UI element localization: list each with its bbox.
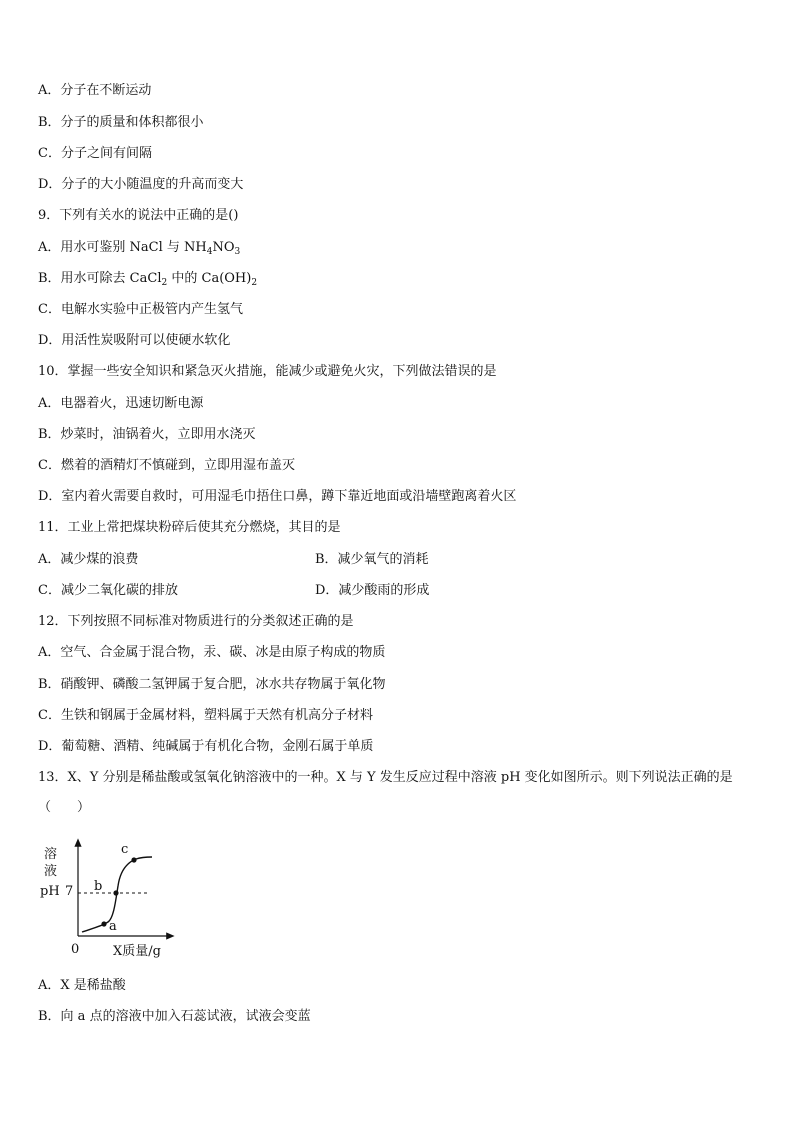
q10-option-c: C．燃着的酒精灯不慎碰到，立即用湿布盖灭 (38, 458, 295, 473)
q11-option-b: B．减少氧气的消耗 (315, 552, 429, 567)
origin-label: 0 (71, 942, 80, 957)
q12-stem: 12．下列按照不同标准对物质进行的分类叙述正确的是 (38, 614, 354, 629)
q9-option-a-sub2: 3 (234, 247, 241, 257)
q9-option-a (38, 240, 240, 256)
q9-option-b-mid: 中的 Ca(OH) (167, 271, 252, 286)
q12-option-a: A．空气、合金属于混合物，汞、碳、冰是由原子构成的物质 (38, 645, 386, 660)
ph-curve-figure (38, 838, 178, 963)
y-label-3: pH (40, 884, 60, 899)
q9-option-b (38, 271, 257, 287)
q12-option-b: B．硝酸钾、磷酸二氢钾属于复合肥，冰水共存物属于氧化物 (38, 677, 386, 692)
point-a-marker (101, 921, 106, 926)
x-axis-label: X质量/g (113, 944, 161, 959)
q13-stem: 13．X、Y 分别是稀盐酸或氢氧化钠溶液中的一种。X 与 Y 发生反应过程中溶液 pH 变化如图所示。则下列说法正确的是（ ） (38, 770, 733, 815)
q10-option-b: B．炒菜时，油锅着火，立即用水浇灭 (38, 427, 256, 442)
point-a-label: a (109, 919, 117, 934)
y-label-2: 液 (44, 864, 58, 879)
q9-option-b-sub2: 2 (251, 278, 258, 288)
q11-option-c: C．减少二氧化碳的排放 (38, 583, 178, 598)
q9-option-a-mid: NO (212, 240, 235, 255)
point-c-label: c (121, 842, 129, 857)
q9-option-a-sub1: 4 (206, 247, 213, 257)
q8-option-d: D．分子的大小随温度的升高而变大 (38, 177, 244, 192)
point-b-label: b (94, 879, 103, 894)
q11-option-a: A．减少煤的浪费 (38, 552, 139, 567)
q10-option-a: A．电器着火，迅速切断电源 (38, 396, 204, 411)
q8-option-c: C．分子之间有间隔 (38, 146, 152, 161)
q11-stem: 11．工业上常把煤块粉碎后使其充分燃烧，其目的是 (38, 520, 341, 535)
y-label-1: 溶 (44, 847, 58, 862)
q9-option-a-text: A．用水可鉴别 NaCl 与 NH (38, 240, 207, 255)
q9-option-c: C．电解水实验中正极管内产生氢气 (38, 302, 243, 317)
q9-option-b-sub1: 2 (161, 278, 168, 288)
point-c-marker (131, 857, 136, 862)
point-b-marker (113, 890, 118, 895)
y-tick-7: 7 (65, 884, 74, 899)
q10-option-d: D．室内着火需要自救时，可用湿毛巾捂住口鼻，蹲下靠近地面或沿墙壁跑离着火区 (38, 489, 517, 504)
ph-curve-svg (38, 838, 178, 963)
q13-option-a: A．X 是稀盐酸 (38, 978, 126, 993)
q9-option-d: D．用活性炭吸附可以使硬水软化 (38, 333, 231, 348)
q13-option-b: B．向 a 点的溶液中加入石蕊试液，试液会变蓝 (38, 1009, 311, 1024)
q11-option-d: D．减少酸雨的形成 (315, 583, 430, 598)
q9-stem: 9．下列有关水的说法中正确的是() (38, 208, 239, 223)
q12-option-c: C．生铁和钢属于金属材料，塑料属于天然有机高分子材料 (38, 708, 373, 723)
q10-stem: 10．掌握一些安全知识和紧急灭火措施，能减少或避免火灾，下列做法错误的是 (38, 364, 497, 379)
q12-option-d: D．葡萄糖、酒精、纯碱属于有机化合物，金刚石属于单质 (38, 739, 374, 754)
q8-option-b: B．分子的质量和体积都很小 (38, 115, 204, 130)
q8-option-a: A．分子在不断运动 (38, 83, 152, 98)
q9-option-b-text: B．用水可除去 CaCl (38, 271, 162, 286)
